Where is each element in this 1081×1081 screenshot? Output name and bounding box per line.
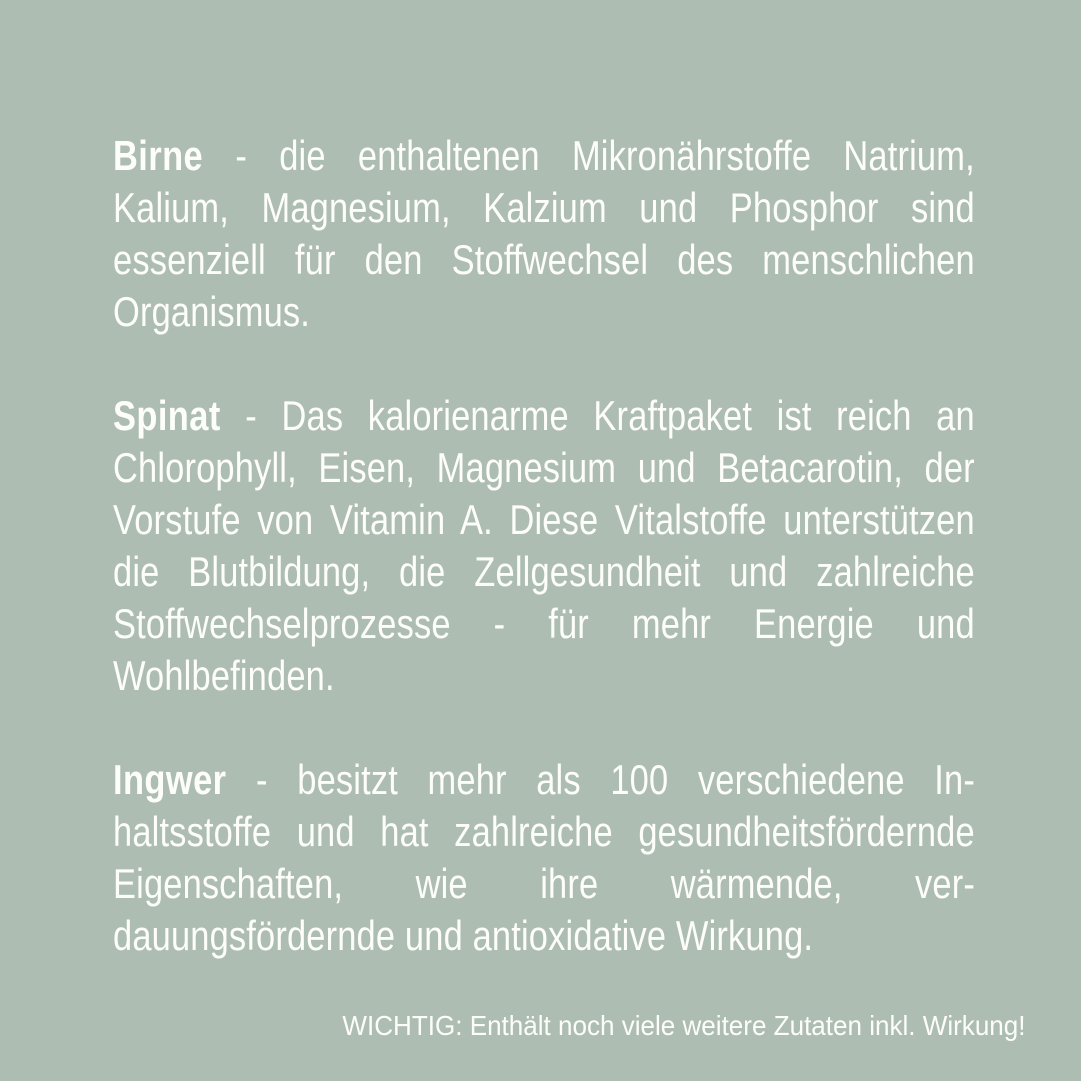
- ingredient-paragraph-birne: [113, 130, 975, 338]
- ingredient-description-ingwer: - besitzt mehr als 100 verschiedene Inhaltsstoffe und hat zahlreiche gesundheitsfördernde Eigenschaften, wie ihre wärmende, verdauungsfördernde und antioxidative Wirkung.: [113, 756, 975, 959]
- footer-note: WICHTIG: Enthält noch viele weitere Zutaten inkl. Wirkung!: [341, 1010, 1025, 1041]
- ingredients-text-block: [113, 130, 975, 962]
- ingredient-paragraph-ingwer: [113, 754, 975, 962]
- ingredient-term-spinat: Spinat: [113, 392, 221, 439]
- ingredients-panel: [113, 130, 975, 962]
- ingredient-paragraph-spinat: [113, 390, 975, 702]
- ingredient-description-spinat: - Das kalorienarme Kraftpaket ist reich an Chlorophyll, Eisen, Magnesium und Betacarotin, der Vorstufe von Vitamin A. Diese Vitalstoffe unterstützen die Blutbildung, die Zellgesundheit und zahlreiche Stoffwechselprozesse - für mehr Energie und Wohlbefinden.: [113, 392, 975, 699]
- ingredient-term-ingwer: Ingwer: [113, 756, 227, 803]
- ingredient-term-birne: Birne: [113, 132, 204, 179]
- ingredient-description-birne: - die enthaltenen Mikronährstoffe Natrium, Kalium, Magnesium, Kalzium und Phosphor sind essenziell für den Stoffwechsel des menschlichen Organismus.: [113, 132, 975, 335]
